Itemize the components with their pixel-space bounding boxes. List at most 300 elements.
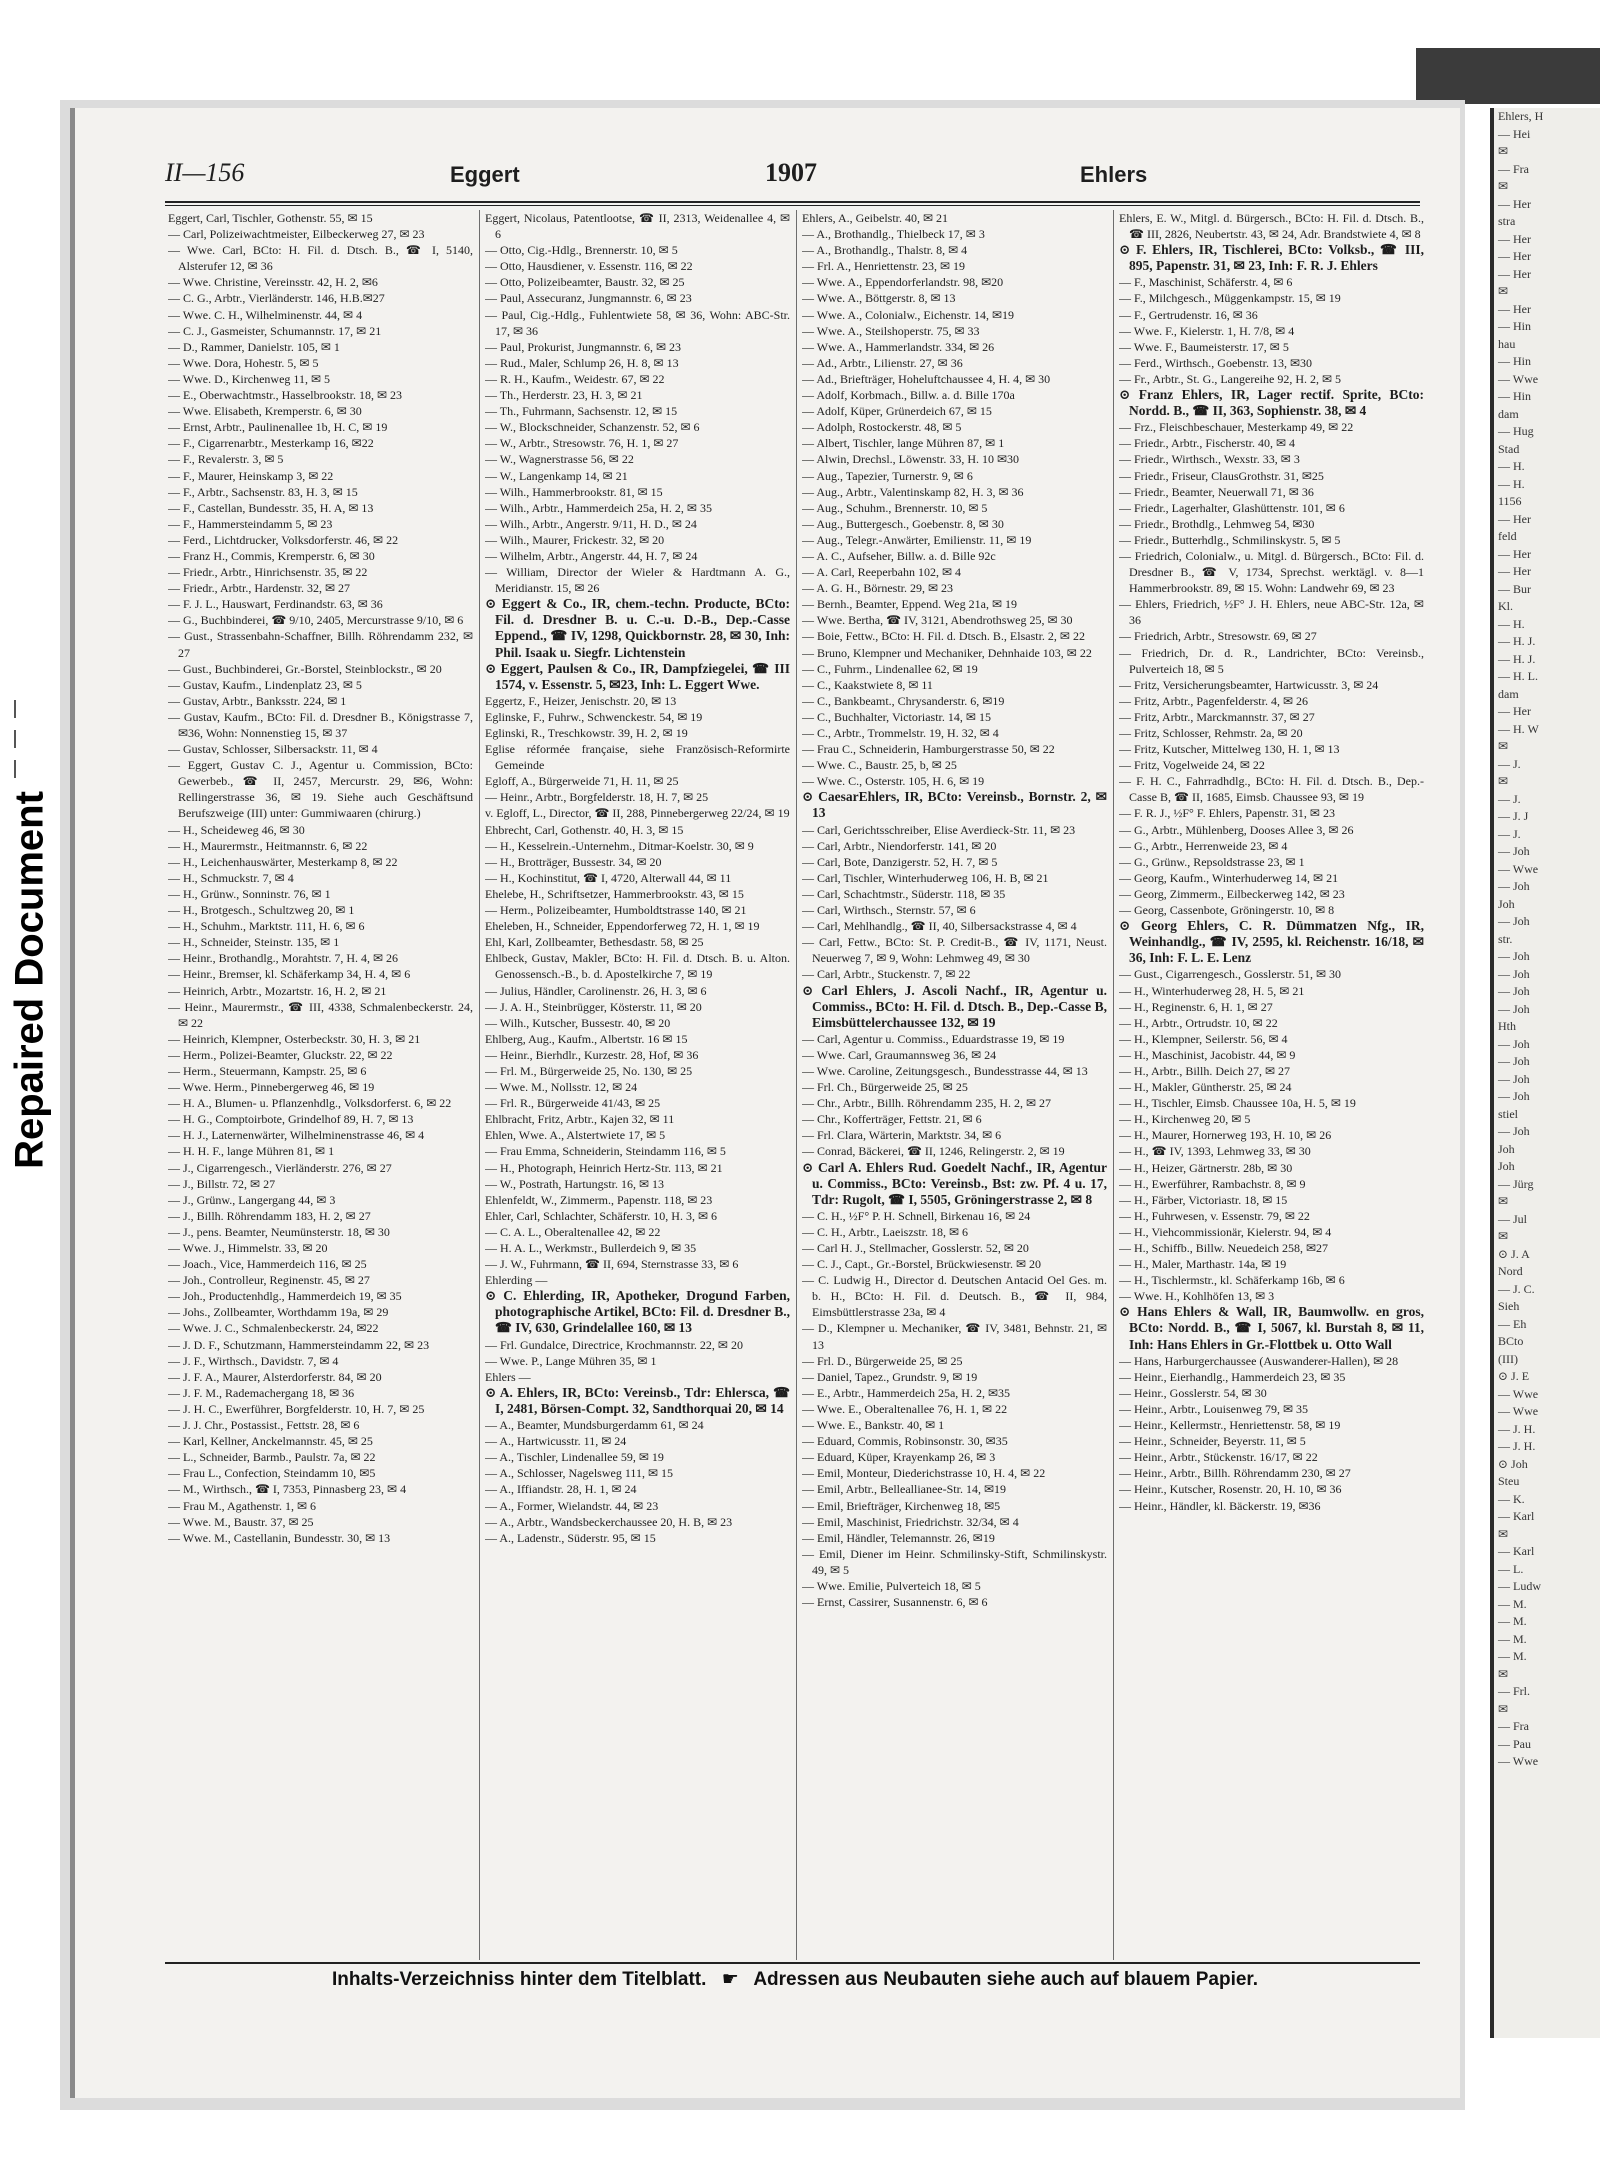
facing-page-fragment: — Joh — [1498, 1054, 1530, 1068]
directory-entry: — C., Arbtr., Trommelstr. 19, H. 32, ✉ 4 — [802, 726, 999, 740]
facing-page-fragment: — J. H. — [1498, 1439, 1536, 1453]
directory-entry: — Friedr., Arbtr., Hardenstr. 32, ✉ 27 — [168, 581, 351, 596]
directory-entry: — Wwe. Herm., Pinnebergerweg 46, ✉ 19 — [168, 1080, 375, 1095]
scan-edge-block — [1416, 48, 1600, 104]
directory-entry: — L., Schneider, Barmb., Paulstr. 7a, ✉ 22 — [168, 1450, 376, 1465]
facing-page-fragment: — Her — [1498, 301, 1531, 316]
facing-page-fragment: ✉ — [1498, 179, 1509, 193]
directory-entry: ⊙ Franz Ehlers, IR, Lager rectif. Sprite, BCto: Nordd. B., ☎ II, 363, Sophienstr. 38, ✉ 4 — [1119, 387, 1424, 419]
directory-entry: — Emil, Händler, Telemannstr. 26, ✉19 — [802, 1530, 995, 1545]
directory-entry: — Ernst, Cassirer, Susannenstr. 6, ✉ 6 — [802, 1595, 988, 1610]
directory-entry: v. Egloff, L., Director, ☎ II, 288, Pinnebergerweg 22/24, ✉ 19 — [485, 806, 790, 821]
directory-entry: — Heinr., Bremser, kl. Schäferkamp 34, H. 4, ✉ 6 — [168, 967, 411, 982]
directory-entry: — Frau M., Agathenstr. 1, ✉ 6 — [168, 1498, 317, 1513]
directory-entry: — Friedrich, Arbtr., Stresowstr. 69, ✉ 27 — [1119, 629, 1317, 644]
facing-page-fragment: str. — [1498, 931, 1513, 946]
directory-entry: ⊙ C. Ehlerding, IR, Apotheker, Drogund Farben, photographische Artikel, BCto: Fil. d. Dresdner B., ☎ IV, 630, Grindelallee 160, ✉ 13 — [485, 1288, 790, 1336]
directory-entry: — Friedrich, Colonialw., u. Mitgl. d. Bürgersch., BCto: Fil. d. Dresdner B., ☎ V, 1734, Sprechst. werktägl. v. 8—1 Hammerbrookstr. 89, ✉ 15. Wohn: Landwehr 69, ✉ 23 — [1119, 548, 1424, 596]
directory-entry: Ehl, Karl, Zollbeamter, Bethesdastr. 58, ✉ 25 — [485, 935, 704, 950]
facing-page-fragment: feld — [1498, 529, 1517, 543]
directory-entry: — Friedr., Friseur, ClausGrothstr. 31, ✉25 — [1119, 468, 1324, 483]
directory-entry: — Wwe. E., Oberaltenallee 76, H. 1, ✉ 22 — [802, 1401, 1008, 1416]
facing-page-fragment: — Wwe — [1498, 1404, 1539, 1418]
directory-entry: Ehbrecht, Carl, Gothenstr. 40, H. 3, ✉ 15 — [485, 822, 684, 837]
facing-page-fragment: — J. — [1498, 791, 1521, 806]
facing-page-fragment: — Karl — [1498, 1544, 1535, 1558]
directory-entry: — Carl, Tischler, Winterhuderweg 106, H. B, ✉ 21 — [802, 870, 1049, 885]
facing-page-fragment: — Wwe — [1498, 371, 1539, 386]
directory-entry: — F., Cigarrenarbtr., Mesterkamp 16, ✉22 — [168, 436, 374, 451]
right-catchword: Ehlers — [1080, 162, 1148, 187]
facing-page-fragment: hau — [1498, 336, 1516, 351]
directory-entry: — Heinr., Brothandlg., Morahtstr. 7, H. 4, ✉ 26 — [168, 951, 399, 966]
directory-entry: — Fritz, Vogelweide 24, ✉ 22 — [1119, 758, 1265, 773]
footer-right-text: Adressen aus Neubauten siehe auch auf blauem Papier. — [753, 1969, 1259, 1990]
facing-page-fragment: — J. H. — [1498, 1421, 1536, 1436]
directory-entry: — D., Klempner u. Mechaniker, ☎ IV, 3481, Behnstr. 21, ✉ 13 — [802, 1321, 1107, 1352]
facing-page-fragment: ⊙ J. A — [1498, 1246, 1530, 1261]
directory-entry: ⊙ Hans Ehlers & Wall, IR, Baumwollw. en gros, BCto: Nordd. B., ☎ I, 5067, kl. Burstah 8, ✉ 11, Inh: Hans Ehlers in Gr.-Flottbek u. Otto Wall — [1119, 1304, 1424, 1352]
directory-entry: Ehlerding — — [485, 1273, 548, 1288]
directory-entry: — Alwin, Drechsl., Löwenstr. 33, H. 10 ✉30 — [802, 452, 1020, 467]
directory-entry: — Heinrich, Arbtr., Mozartstr. 16, H. 2, ✉ 21 — [168, 983, 387, 998]
directory-entry: — A., Iffiandstr. 28, H. 1, ✉ 24 — [485, 1482, 637, 1497]
directory-entry: — Gustav, Arbtr., Banksstr. 224, ✉ 1 — [168, 693, 347, 708]
facing-page-fragment: — J. — [1498, 826, 1521, 841]
facing-page-fragment: — Hin — [1498, 319, 1531, 333]
directory-entry: — F., Milchgesch., Müggenkampstr. 15, ✉ 19 — [1119, 291, 1341, 306]
directory-entry: — F., Maschinist, Schäferstr. 4, ✉ 6 — [1119, 275, 1293, 290]
directory-entry: — Paul, Assecuranz, Jungmannstr. 6, ✉ 23 — [485, 291, 692, 306]
directory-entry: — C. Ludwig H., Director d. Deutschen Antacid Oel Ges. m. b. H., BCto: H. Fil. d. Deutsch. B., ☎ II, 984, Eimsbüttlerstrasse 23a, ✉ 4 — [802, 1273, 1107, 1320]
directory-entry: — Heinr., Schneider, Beyerstr. 11, ✉ 5 — [1119, 1434, 1306, 1449]
facing-page-fragment: — Her — [1498, 511, 1531, 526]
directory-entry: — Paul, Cig.-Hdlg., Fuhlentwiete 58, ✉ 36, Wohn: ABC-Str. 17, ✉ 36 — [485, 307, 790, 338]
directory-entry: — Heinr., Gosslerstr. 54, ✉ 30 — [1119, 1385, 1267, 1400]
directory-entry: — H., Schneider, Steinstr. 135, ✉ 1 — [168, 935, 340, 950]
header-rule-thin — [165, 205, 1420, 206]
directory-entry: — Wilh., Arbtr., Hammerdeich 25a, H. 2, ✉ 35 — [485, 500, 712, 515]
directory-entry: — Frl. Ch., Bürgerweide 25, ✉ 25 — [802, 1080, 968, 1095]
facing-page-fragment: — Her — [1498, 546, 1531, 561]
directory-entry: — Heinr., Arbtr., Borgfelderstr. 18, H. 7, ✉ 25 — [485, 790, 709, 805]
directory-entry: Eglise réformée française, siehe Französisch-Reformirte Gemeinde — [485, 742, 790, 773]
directory-entry: Eggert, Nicolaus, Patentlootse, ☎ II, 2313, Weidenallee 4, ✉ 6 — [485, 211, 790, 242]
directory-entry: — Eggert, Gustav C. J., Agentur u. Commission, BCto: Gewerbeb., ☎ II, 2457, Mercurstr. 29, ✉6, Wohn: Rellingerstrasse 36, ✉ 19. Siehe auch Geschäftsund Berufszweige (III) unter: Gummiwaaren (chirurg.) — [168, 758, 473, 821]
directory-entry: — A., Ladenstr., Süderstr. 95, ✉ 15 — [485, 1530, 656, 1545]
directory-entry: — J., Grünw., Langergang 44, ✉ 3 — [168, 1192, 336, 1207]
directory-entry: — A., Schlosser, Nagelsweg 111, ✉ 15 — [485, 1466, 673, 1481]
directory-entry: — A., Beamter, Mundsburgerdamm 61, ✉ 24 — [485, 1418, 704, 1433]
directory-entry: — Albert, Tischler, lange Mühren 87, ✉ 1 — [802, 436, 1005, 451]
directory-entry: — J. F. A., Maurer, Alsterdorferstr. 84, ✉ 20 — [168, 1369, 382, 1384]
directory-entry: — C., Bankbeamt., Chrysanderstr. 6, ✉19 — [802, 693, 1005, 708]
footer-rule — [165, 1962, 1420, 1964]
directory-entry: — Fritz, Schlosser, Rehmstr. 2a, ✉ 20 — [1119, 726, 1303, 740]
facing-page-fragment: Joh — [1498, 896, 1515, 911]
directory-entry: Ehler, Carl, Schlachter, Schäferstr. 10, H. 3, ✉ 6 — [485, 1208, 718, 1223]
directory-entry: — Adolph, Rostockerstr. 48, ✉ 5 — [802, 420, 962, 435]
directory-entry: ⊙ F. Ehlers, IR, Tischlerei, BCto: Volksb., ☎ III, 895, Papenstr. 31, ✉ 23, Inh: F. R. J. Ehlers — [1119, 242, 1424, 274]
directory-entry: — C., Buchhalter, Victoriastr. 14, ✉ 15 — [802, 709, 991, 724]
directory-entry: — Carl, Arbtr., Niendorferstr. 141, ✉ 20 — [802, 838, 997, 853]
directory-entry: — A., Hartwicusstr. 11, ✉ 24 — [485, 1434, 627, 1449]
directory-entry: — Wwe. A., Colonialw., Eichenstr. 14, ✉19 — [802, 307, 1015, 322]
facing-page-fragment: — Hin — [1498, 354, 1531, 368]
directory-entry: — F., Hammersteindamm 5, ✉ 23 — [168, 516, 333, 531]
facing-page-fragment: — H. J. — [1498, 651, 1536, 666]
facing-page-fragment: Steu — [1498, 1474, 1520, 1488]
directory-entry: — Wwe. H., Kohlhöfen 13, ✉ 3 — [1119, 1289, 1275, 1304]
facing-page-fragment: Ehlers, H — [1498, 109, 1544, 123]
directory-entry: — Wwe. C., Osterstr. 105, H. 6, ✉ 19 — [802, 774, 985, 789]
directory-entry: — G., Arbtr., Mühlenberg, Dooses Allee 3, ✉ 26 — [1119, 822, 1354, 837]
directory-entry: — Boie, Fettw., BCto: H. Fil. d. Dtsch. B., Elsastr. 2, ✉ 22 — [802, 629, 1085, 644]
repaired-document-stamp — [0, 700, 60, 1260]
directory-entry: — H. A. L., Werkmstr., Bullerdeich 9, ✉ 35 — [485, 1241, 697, 1255]
directory-entry: — H., Schiffb., Billw. Neuedeich 258, ✉27 — [1119, 1241, 1329, 1255]
directory-entry: — H., Maler, Marthastr. 14a, ✉ 19 — [1119, 1257, 1287, 1272]
directory-entry: — Wwe. Caroline, Zeitungsgesch., Bundesstrasse 44, ✉ 13 — [802, 1063, 1088, 1078]
directory-entry: — Heinr., Kutscher, Rosenstr. 20, H. 10, ✉ 36 — [1119, 1482, 1342, 1497]
facing-page-fragment: — Jul — [1498, 1211, 1528, 1226]
facing-page-fragment: ✉ — [1498, 1526, 1509, 1541]
facing-page-fragment: ✉ — [1498, 1229, 1509, 1243]
directory-entry: — Georg, Zimmerm., Eilbeckerweg 142, ✉ 23 — [1119, 886, 1345, 901]
directory-entry: — A. C., Aufseher, Billw. a. d. Bille 92c — [802, 548, 996, 563]
footer-left-text: Inhalts-Verzeichniss hinter dem Titelblatt. — [331, 1969, 707, 1990]
directory-entry: — H., Schmuckstr. 7, ✉ 4 — [168, 870, 294, 885]
directory-entry: — Heinr., Arbtr., Billh. Röhrendamm 230, ✉ 27 — [1119, 1466, 1351, 1481]
page-footer — [230, 1968, 1360, 1991]
directory-entry: — H., Brotträger, Bussestr. 34, ✉ 20 — [485, 854, 662, 869]
directory-entry: — Conrad, Bäckerei, ☎ II, 1246, Relingerstr. 2, ✉ 19 — [802, 1144, 1065, 1159]
directory-entry: — J. D. F., Schutzmann, Hammersteindamm 22, ✉ 23 — [168, 1337, 430, 1352]
column-divider — [796, 210, 797, 1960]
directory-entry: Eheleben, H., Schneider, Eppendorferweg 72, H. 1, ✉ 19 — [485, 919, 760, 934]
directory-entry: — Aug., Arbtr., Valentinskamp 82, H. 3, ✉ 36 — [802, 484, 1024, 499]
directory-entry: Ehlers — — [485, 1369, 531, 1384]
directory-entry: — Johs., Zollbeamter, Worthdamm 19a, ✉ 29 — [168, 1305, 389, 1320]
directory-entry: — Paul, Prokurist, Jungmannstr. 6, ✉ 23 — [485, 339, 682, 354]
facing-page-fragment: — Karl — [1498, 1509, 1535, 1523]
directory-entry: — Wwe. M., Castellanin, Bundesstr. 30, ✉ 13 — [168, 1530, 391, 1545]
directory-entry: — Emil, Monteur, Diederichstrasse 10, H. 4, ✉ 22 — [802, 1466, 1046, 1481]
directory-entry: — H., Schuhm., Marktstr. 111, H. 6, ✉ 6 — [168, 919, 365, 934]
directory-entry: — Wwe. C. H., Wilhelminenstr. 44, ✉ 4 — [168, 307, 363, 322]
directory-entry: — Wilh., Maurer, Frickestr. 32, ✉ 20 — [485, 532, 665, 547]
directory-entry: Ehelebe, H., Schriftsetzer, Hammerbrookstr. 43, ✉ 15 — [485, 886, 744, 901]
facing-page-fragment: — Joh — [1498, 914, 1530, 928]
directory-entry: — H., Arbtr., Billh. Deich 27, ✉ 27 — [1119, 1063, 1291, 1078]
facing-page-fragment: 1156 — [1498, 494, 1522, 508]
facing-page-fragment: — Her — [1498, 266, 1531, 281]
directory-entry: — Daniel, Tapez., Grundstr. 9, ✉ 19 — [802, 1369, 978, 1384]
facing-page-fragment: — Wwe — [1498, 861, 1539, 876]
directory-entry: Ehlbeck, Gustav, Makler, BCto: H. Fil. d. Dtsch. B. u. Alton. Genossensch.-B., b. d. Apostelkirche 7, ✉ 19 — [485, 951, 790, 982]
facing-page-fragment: ✉ — [1498, 739, 1509, 753]
directory-entry: — H., Brotgesch., Schultzweg 20, ✉ 1 — [168, 903, 355, 918]
directory-entry: — Th., Fuhrmann, Sachsenstr. 12, ✉ 15 — [485, 404, 678, 419]
facing-page-fragment: — Fra — [1498, 161, 1529, 176]
facing-page-fragment: — Jürg — [1498, 1176, 1534, 1191]
directory-entry: — H., Photograph, Heinrich Hertz-Str. 113, ✉ 21 — [485, 1160, 723, 1175]
directory-entry: ⊙ Eggert & Co., IR, chem.-techn. Producte, BCto: Fil. d. Dresdner B. u. C.-u. D.-B., Dep.-Casse Eppend., ☎ IV, 1298, Quickbornstr. 28, ✉ 30, Inh: Phil. Isaak u. Siegfr. Lichtenstein — [485, 596, 790, 660]
directory-entry: — Carl, Bote, Danzigerstr. 52, H. 7, ✉ 5 — [802, 854, 998, 869]
column-divider — [1113, 210, 1114, 1960]
directory-entry: — W., Arbtr., Stresowstr. 76, H. 1, ✉ 27 — [485, 436, 679, 451]
directory-entry: — Ferd., Lichtdrucker, Volksdorferstr. 46, ✉ 22 — [168, 532, 399, 547]
directory-entry: — Wwe. J. C., Schmalenbeckerstr. 24, ✉22 — [168, 1321, 379, 1336]
directory-entry: — Heinr., Eierhandlg., Hammerdeich 23, ✉ 35 — [1119, 1369, 1346, 1384]
directory-entry: — H., Klempner, Seilerstr. 56, ✉ 4 — [1119, 1031, 1288, 1046]
directory-entry: — Emil, Maschinist, Friedrichstr. 32/34, ✉ 4 — [802, 1514, 1019, 1529]
directory-entry: — W., Wagnerstrasse 56, ✉ 22 — [485, 452, 634, 467]
directory-entry: — Joh., Controlleur, Reginenstr. 45, ✉ 27 — [168, 1273, 370, 1288]
directory-entry: — Friedr., Brothdlg., Lehmweg 54, ✉30 — [1119, 516, 1315, 531]
directory-entry: — H. J., Laternenwärter, Wilhelminenstrasse 46, ✉ 4 — [168, 1128, 425, 1143]
directory-entry: — Carl, Mehlhandlg., ☎ II, 40, Silbersackstrasse 4, ✉ 4 — [802, 919, 1077, 934]
directory-entry: — H., Arbtr., Ortrudstr. 10, ✉ 22 — [1119, 1015, 1278, 1030]
left-catchword: Eggert — [450, 162, 520, 187]
facing-page-fragment: — Her — [1498, 249, 1531, 263]
directory-entry: — C. A. L., Oberaltenallee 42, ✉ 22 — [485, 1224, 661, 1239]
directory-entry: — Wwe. A., Eppendorferlandstr. 98, ✉20 — [802, 275, 1004, 290]
directory-entry: — Adolf, Korbmach., Billw. a. d. Bille 170a — [802, 388, 1015, 403]
directory-entry: — Georg, Cassenbote, Gröningerstr. 10, ✉ 8 — [1119, 903, 1335, 918]
directory-entry: — Aug., Buttergesch., Goebenstr. 8, ✉ 30 — [802, 516, 1004, 531]
directory-entry: — Ehlers, Friedrich, ½F° J. H. Ehlers, neue ABC-Str. 12a, ✉ 36 — [1119, 597, 1424, 628]
facing-page-fragment: ✉ — [1498, 284, 1509, 298]
column-4 — [1119, 210, 1424, 1960]
directory-entry: — R. H., Kaufm., Weidestr. 67, ✉ 22 — [485, 371, 665, 386]
facing-page-fragment: Kl. — [1498, 599, 1513, 613]
directory-entry: — Georg, Kaufm., Winterhuderweg 14, ✉ 21 — [1119, 870, 1339, 885]
stamp-label: Repaired Document — [7, 791, 52, 1169]
directory-entry: — Heinr., Arbtr., Stückenstr. 16/17, ✉ 22 — [1119, 1450, 1318, 1465]
directory-entry: — A. Carl, Reeperbahn 102, ✉ 4 — [802, 565, 962, 580]
facing-page-fragment: Joh — [1498, 1141, 1515, 1156]
directory-entry: — F., Gertrudenstr. 16, ✉ 36 — [1119, 307, 1258, 322]
facing-page-fragment: — H. J. — [1498, 634, 1536, 648]
directory-entry: — W., Blockschneider, Schanzenstr. 52, ✉ 6 — [485, 420, 700, 435]
header-rule — [165, 201, 1420, 203]
facing-page-fragment: ✉ — [1498, 1701, 1509, 1716]
running-header — [95, 158, 1435, 198]
facing-page-fragment: ✉ — [1498, 1194, 1509, 1208]
directory-entry: — Wwe. Dora, Hohestr. 5, ✉ 5 — [168, 355, 319, 370]
directory-entry: Ehlenfeldt, W., Zimmerm., Papenstr. 118, ✉ 23 — [485, 1192, 713, 1207]
directory-entry: — Franz H., Commis, Kremperstr. 6, ✉ 30 — [168, 548, 375, 563]
directory-entry: — Carl, Wirthsch., Sternstr. 57, ✉ 6 — [802, 903, 976, 918]
directory-entry: — G., Buchbinderei, ☎ 9/10, 2405, Mercurstrasse 9/10, ✉ 6 — [168, 613, 464, 628]
directory-entry: — C. H., Arbtr., Laeiszstr. 18, ✉ 6 — [802, 1224, 969, 1239]
directory-entry: — Ferd., Wirthsch., Goebenstr. 13, ✉30 — [1119, 355, 1312, 370]
directory-entry: — Emil, Arbtr., Belleallianee-Str. 14, ✉19 — [802, 1482, 1007, 1497]
directory-entry: — Wwe. A., Böttgerstr. 8, ✉ 13 — [802, 291, 956, 306]
directory-entry: Eggertz, F., Heizer, Jenischstr. 20, ✉ 13 — [485, 693, 677, 708]
directory-entry: — H., Maurermstr., Heitmannstr. 6, ✉ 22 — [168, 838, 368, 853]
facing-page-fragment: — J. J — [1498, 809, 1529, 823]
facing-page-fragment: — Joh — [1498, 949, 1530, 963]
header-year: 1907 — [765, 158, 817, 187]
directory-entry: — Heinr., Maurermstr., ☎ III, 4338, Schmalenbeckerstr. 24, ✉ 22 — [168, 999, 473, 1030]
directory-entry: — A., Brothandlg., Thalstr. 8, ✉ 4 — [802, 243, 968, 258]
facing-page-fragment: — Wwe — [1498, 1386, 1539, 1401]
directory-entry: ⊙ Carl A. Ehlers Rud. Goedelt Nachf., IR, Agentur u. Commiss., BCto: Vereinsb., Bst: zw. Pf. 4 u. 17, Tdr: Rugolt, ☎ I, 5505, Gröningerstrasse 2, ✉ 8 — [802, 1159, 1107, 1207]
facing-page-fragment: — H. L. — [1498, 669, 1538, 683]
facing-page-fragment: Stad — [1498, 441, 1520, 456]
directory-entry: — H., Ewerführer, Rambachstr. 8, ✉ 9 — [1119, 1176, 1306, 1191]
directory-entry: ⊙ A. Ehlers, IR, BCto: Vereinsb., Tdr: Ehlersca, ☎ I, 2481, Börsen-Compt. 32, Sandthorquai 20, ✉ 14 — [485, 1384, 790, 1416]
directory-entry: — E., Oberwachtmstr., Hasselbrookstr. 18, ✉ 23 — [168, 388, 403, 403]
facing-page-fragment: ⊙ J. E — [1498, 1369, 1530, 1383]
directory-entry: — H., Leichenhauswärter, Mesterkamp 8, ✉ 22 — [168, 854, 398, 869]
directory-entry: — J. F., Wirthsch., Davidstr. 7, ✉ 4 — [168, 1353, 339, 1368]
facing-page-fragment: — Her — [1498, 196, 1531, 211]
directory-entry: — Heinr., Kellermstr., Henriettenstr. 58, ✉ 19 — [1119, 1418, 1341, 1433]
directory-entry: — H., Heizer, Gärtnerstr. 28b, ✉ 30 — [1119, 1160, 1293, 1175]
directory-entry: — Ad., Arbtr., Lilienstr. 27, ✉ 36 — [802, 355, 963, 370]
directory-entry: — Fritz, Arbtr., Marckmannstr. 37, ✉ 27 — [1119, 709, 1315, 724]
facing-page-fragment: — Joh — [1498, 1036, 1530, 1051]
directory-entry: — A., Brothandlg., Thielbeck 17, ✉ 3 — [802, 227, 985, 242]
directory-entry: Eggert, Carl, Tischler, Gothenstr. 55, ✉ 15 — [168, 211, 373, 225]
directory-entry: — W., Langenkamp 14, ✉ 21 — [485, 468, 628, 483]
directory-entry: — Carl, Arbtr., Stuckenstr. 7, ✉ 22 — [802, 967, 971, 982]
directory-entry: — Emil, Briefträger, Kirchenweg 18, ✉5 — [802, 1498, 1001, 1513]
column-1 — [168, 210, 473, 1960]
directory-entry: — Friedr., Wirthsch., Wexstr. 33, ✉ 3 — [1119, 452, 1300, 467]
directory-entry: — H., Scheideweg 46, ✉ 30 — [168, 822, 305, 837]
directory-entry: Ehlen, Wwe. A., Alstertwiete 17, ✉ 5 — [485, 1128, 666, 1143]
stamp-dash — [14, 760, 16, 778]
directory-entry: — Wwe. A., Hammerlandstr. 334, ✉ 26 — [802, 339, 995, 354]
directory-entry: Ehlbracht, Fritz, Arbtr., Kajen 32, ✉ 11 — [485, 1112, 675, 1127]
directory-entry: — Friedr., Arbtr., Hinrichsenstr. 35, ✉ 22 — [168, 565, 368, 580]
facing-page-fragment: stra — [1498, 214, 1516, 228]
directory-entry: — Chr., Kofferträger, Fettstr. 21, ✉ 6 — [802, 1112, 982, 1127]
directory-entry: — A. G. H., Börnestr. 29, ✉ 23 — [802, 581, 954, 596]
directory-entry: — H., Färber, Victoriastr. 18, ✉ 15 — [1119, 1192, 1288, 1207]
facing-page-fragment: dam — [1498, 406, 1519, 421]
directory-entry: — Carl, Gerichtsschreiber, Elise Averdieck-Str. 11, ✉ 23 — [802, 822, 1076, 837]
facing-page-fragment: — Hug — [1498, 424, 1534, 438]
directory-entry: — H., Tischlermstr., kl. Schäferkamp 16b, ✉ 6 — [1119, 1273, 1345, 1288]
directory-entry: — H., Maurer, Hornerweg 193, H. 10, ✉ 26 — [1119, 1128, 1332, 1143]
stamp-dash — [14, 700, 16, 718]
directory-entry: — F. H. C., Fahrradhdlg., BCto: H. Fil. d. Dtsch. B., Dep.-Casse B, ☎ II, 1685, Eimsb. Chaussee 93, ✉ 19 — [1119, 774, 1424, 805]
directory-entry: — Gustav, Kaufm., Lindenplatz 23, ✉ 5 — [168, 677, 362, 692]
directory-entry: — Julius, Händler, Carolinenstr. 26, H. 3, ✉ 6 — [485, 983, 707, 998]
directory-entry: — J., Cigarrengesch., Vierländerstr. 276, ✉ 27 — [168, 1160, 392, 1175]
directory-entry: — Carl, Agentur u. Commiss., Eduardstrasse 19, ✉ 19 — [802, 1031, 1065, 1046]
facing-page-fragment: — K. — [1498, 1491, 1525, 1506]
facing-page-fragment: — Joh — [1498, 966, 1530, 981]
directory-entry: — Gustav, Schlosser, Silbersackstr. 11, ✉ 4 — [168, 742, 378, 757]
facing-page-fragment: — Wwe — [1498, 1754, 1539, 1768]
directory-entry: — H., ☎ IV, 1393, Lehmweg 33, ✉ 30 — [1119, 1144, 1311, 1159]
directory-entry: — Frl. Clara, Wärterin, Marktstr. 34, ✉ 6 — [802, 1128, 1002, 1143]
directory-entry: — William, Director der Wieler & Hardtmann A. G., Meridianstr. 15, ✉ 26 — [485, 565, 790, 596]
directory-entry: — Heinrich, Klempner, Osterbeckstr. 30, H. 3, ✉ 21 — [168, 1031, 421, 1046]
directory-entry: — J. H. C., Ewerführer, Borgfelderstr. 10, H. 7, ✉ 25 — [168, 1401, 425, 1416]
facing-page-fragment: ⊙ Joh — [1498, 1456, 1528, 1471]
directory-entry: — H., Kirchenweg 20, ✉ 5 — [1119, 1112, 1251, 1127]
directory-entry: — A., Former, Wielandstr. 44, ✉ 23 — [485, 1498, 659, 1513]
facing-page-fragment: (III) — [1498, 1351, 1518, 1366]
directory-entry: — Otto, Polizeibeamter, Baustr. 32, ✉ 25 — [485, 275, 685, 290]
directory-entry: — Frz., Fleischbeschauer, Mesterkamp 49, ✉ 22 — [1119, 420, 1354, 435]
directory-entry: — Wwe. P., Lange Mühren 35, ✉ 1 — [485, 1353, 657, 1368]
directory-entry: Ehlers, E. W., Mitgl. d. Bürgersch., BCto: H. Fil. d. Dtsch. B., ☎ III, 2826, Neubertstr. 43, ✉ 24, Adr. Brandstwiete 4, ✉ 8 — [1119, 211, 1424, 242]
facing-page-fragment: — Joh — [1498, 1089, 1530, 1103]
facing-page-fragment: — Pau — [1498, 1736, 1531, 1751]
directory-entry: — Frl. A., Henriettenstr. 23, ✉ 19 — [802, 259, 966, 274]
directory-entry: — Frl. M., Bürgerweide 25, No. 130, ✉ 25 — [485, 1063, 693, 1078]
directory-entry: — J. A. H., Steinbrügger, Kösterstr. 11, ✉ 20 — [485, 999, 702, 1014]
directory-entry: — Gustav, Kaufm., BCto: Fil. d. Dresdner B., Königstrasse 7, ✉36, Wohn: Nonnenstieg 15, ✉ 37 — [168, 709, 473, 740]
directory-entry: — Aug., Schuhm., Brennerstr. 10, ✉ 5 — [802, 500, 988, 515]
directory-entry: — Otto, Hausdiener, v. Essenstr. 116, ✉ 22 — [485, 259, 693, 274]
facing-page-fragment: stiel — [1498, 1106, 1518, 1121]
directory-entry: — Wilh., Arbtr., Angerstr. 9/11, H. D., ✉ 24 — [485, 516, 697, 531]
directory-entry: — Carl, Polizeiwachtmeister, Eilbeckerweg 27, ✉ 23 — [168, 227, 425, 242]
directory-entry: — Wwe. D., Kirchenweg 11, ✉ 5 — [168, 371, 331, 386]
facing-page-fragment: — Hin — [1498, 389, 1531, 403]
directory-entry: — Joh., Productenhdlg., Hammerdeich 19, ✉ 35 — [168, 1289, 402, 1304]
directory-entry: — H., Makler, Güntherstr. 25, ✉ 24 — [1119, 1080, 1292, 1095]
facing-page-fragment: — M. — [1498, 1649, 1527, 1663]
directory-entry: Egloff, A., Bürgerweide 71, H. 11, ✉ 25 — [485, 774, 679, 789]
facing-page-fragment: — M. — [1498, 1631, 1527, 1646]
directory-entry: — Frau Emma, Schneiderin, Steindamm 116, ✉ 5 — [485, 1144, 726, 1159]
facing-page-fragment: Joh — [1498, 1159, 1515, 1173]
directory-entry: — H., Grünw., Sonninstr. 76, ✉ 1 — [168, 886, 331, 901]
directory-entry: — Wilh., Kutscher, Bussestr. 40, ✉ 20 — [485, 1015, 671, 1030]
directory-entry: — Gust., Buchbinderei, Gr.-Borstel, Steinblockstr., ✉ 20 — [168, 661, 442, 676]
page-number: II—156 — [165, 158, 245, 187]
directory-entry: — H. G., Comptoirbote, Grindelhof 89, H. 7, ✉ 13 — [168, 1112, 414, 1127]
directory-entry: — A., Tischler, Lindenallee 59, ✉ 19 — [485, 1450, 664, 1465]
directory-entry: — C. G., Arbtr., Vierländerstr. 146, H.B.✉27 — [168, 291, 385, 306]
directory-entry: — C. H., ½F° P. H. Schnell, Birkenau 16, ✉ 24 — [802, 1208, 1031, 1223]
directory-entry: — Aug., Tapezier, Turnerstr. 9, ✉ 6 — [802, 468, 973, 483]
directory-entry: — Bernh., Beamter, Eppend. Weg 21a, ✉ 19 — [802, 597, 1018, 612]
facing-page-fragment: ✉ — [1498, 144, 1509, 158]
directory-entry: — Frau L., Confection, Steindamm 10, ✉5 — [168, 1466, 376, 1481]
directory-entry: — F., Maurer, Heinskamp 3, ✉ 22 — [168, 468, 334, 483]
directory-entry: — H., Maschinist, Jacobistr. 44, ✉ 9 — [1119, 1047, 1296, 1062]
directory-entry: — Herm., Polizeibeamter, Humboldtstrasse 140, ✉ 21 — [485, 903, 747, 918]
directory-entry: — H., Reginenstr. 6, H. 1, ✉ 27 — [1119, 999, 1273, 1014]
facing-page-strip — [1490, 108, 1600, 2038]
directory-entry: — J., Billstr. 72, ✉ 27 — [168, 1176, 276, 1191]
directory-entry: — Friedr., Beamter, Neuerwall 71, ✉ 36 — [1119, 484, 1314, 499]
directory-entry: — Th., Herderstr. 23, H. 3, ✉ 21 — [485, 388, 643, 403]
directory-entry: — Wwe. Bertha, ☎ IV, 3121, Abendrothsweg 25, ✉ 30 — [802, 613, 1073, 628]
directory-entry: Eglinske, F., Fuhrw., Schwenckestr. 54, ✉ 19 — [485, 709, 703, 724]
directory-entry: — C., Kaakstwiete 8, ✉ 11 — [802, 677, 933, 692]
directory-entry: — J. F. M., Rademachergang 18, ✉ 36 — [168, 1385, 355, 1400]
facing-page-fragment: BCto — [1498, 1334, 1524, 1348]
directory-entry: — F., Arbtr., Sachsenstr. 83, H. 3, ✉ 15 — [168, 484, 358, 499]
facing-page-fragment: — Joh — [1498, 879, 1530, 893]
directory-entry: — Carl, Schachtmstr., Süderstr. 118, ✉ 35 — [802, 886, 1006, 901]
directory-entry: — Wwe. M., Nollsstr. 12, ✉ 24 — [485, 1080, 638, 1095]
directory-entry: — A., Arbtr., Wandsbeckerchaussee 20, H. B, ✉ 23 — [485, 1514, 733, 1529]
directory-entry: — Frl. R., Bürgerweide 41/43, ✉ 25 — [485, 1096, 661, 1111]
